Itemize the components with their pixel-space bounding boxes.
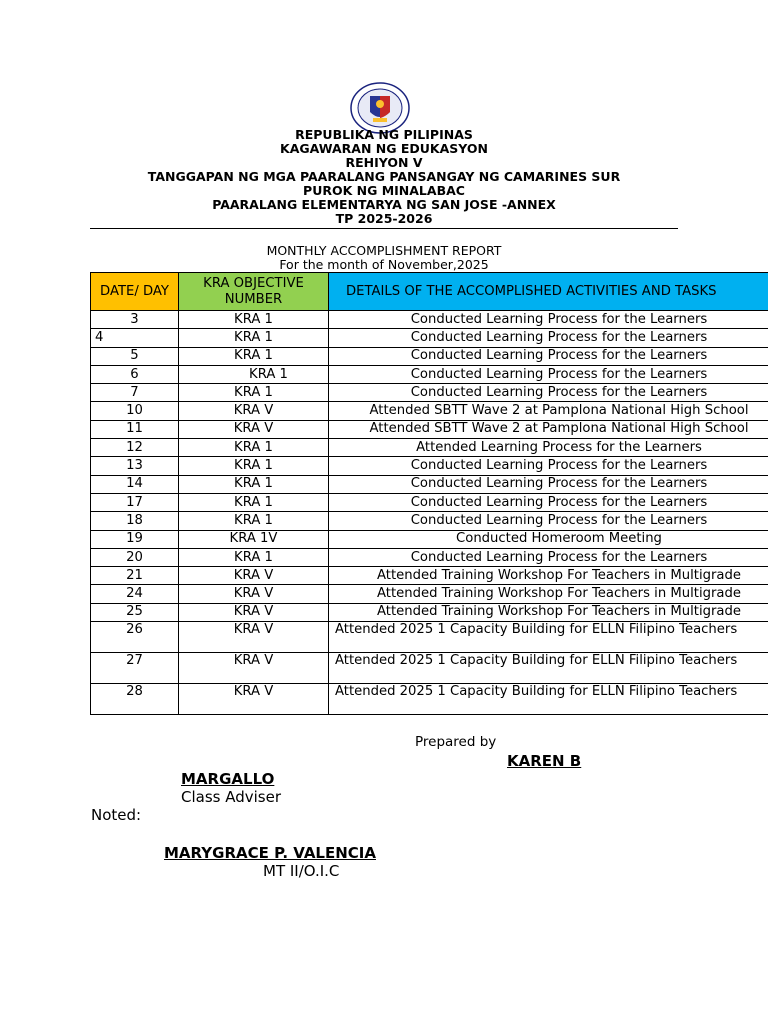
preparer-first-name: KAREN B [507,752,582,770]
details-cell: Conducted Learning Process for the Learners [329,457,768,475]
kra-cell: KRA V [179,684,329,715]
table-row [91,684,768,715]
kra-cell: KRA 1 [179,548,329,566]
header-line: TANGGAPAN NG MGA PAARALANG PANSANGAY NG CAMARINES SUR [147,169,621,184]
kra-cell: KRA 1 [179,475,329,493]
details-cell: Conducted Learning Process for the Learners [329,311,768,329]
date-cell: 13 [91,457,179,475]
table-row [91,512,768,530]
details-cell: Attended SBTT Wave 2 at Pamplona National High School [329,420,768,438]
details-cell: Conducted Learning Process for the Learners [329,384,768,402]
details-cell: Attended Training Workshop For Teachers in Multigrade [329,585,768,603]
details-cell: Attended 2025 1 Capacity Building for ELLN Filipino Teachers [329,622,768,653]
date-cell: 26 [91,622,179,653]
table-row [91,530,768,548]
table-row [91,439,768,457]
date-cell: 3 [91,311,179,329]
date-cell: 5 [91,347,179,365]
header-line: REPUBLIKA NG PILIPINAS [295,127,473,142]
date-cell: 20 [91,548,179,566]
table-row [91,420,768,438]
kra-cell: KRA 1 [179,384,329,402]
kra-cell: KRA 1 [179,439,329,457]
details-cell: Attended Learning Process for the Learners [329,439,768,457]
table-row [91,585,768,603]
details-cell: Conducted Learning Process for the Learners [329,329,768,347]
kra-cell: KRA 1 [179,347,329,365]
column-header-details: DETAILS OF THE ACCOMPLISHED ACTIVITIES AND TASKS [329,273,768,311]
kra-cell: KRA 1V [179,530,329,548]
details-cell: Attended 2025 1 Capacity Building for ELLN Filipino Teachers [329,653,768,684]
kra-cell: KRA 1 [179,457,329,475]
prepared-by-label: Prepared by [415,734,497,750]
date-cell: 12 [91,439,179,457]
header-line: TP 2025-2026 [335,211,433,226]
table-row [91,493,768,511]
date-cell: 25 [91,603,179,621]
kra-cell: KRA V [179,585,329,603]
noter-name: MARYGRACE P. VALENCIA [164,844,376,862]
letterhead [90,128,678,226]
table-row [91,603,768,621]
date-cell: 17 [91,493,179,511]
report-subtitle: For the month of November,2025 [279,257,489,272]
date-cell: 11 [91,420,179,438]
date-cell: 7 [91,384,179,402]
header-line: PUROK NG MINALABAC [303,183,465,198]
kra-cell: KRA 1 [179,329,329,347]
date-cell: 18 [91,512,179,530]
date-cell: 14 [91,475,179,493]
details-cell: Conducted Learning Process for the Learners [329,548,768,566]
details-cell: Attended SBTT Wave 2 at Pamplona National High School [329,402,768,420]
table-row [91,311,768,329]
kra-cell: KRA V [179,603,329,621]
details-cell: Conducted Learning Process for the Learners [329,512,768,530]
kra-cell: KRA 1 [179,311,329,329]
header-line: REHIYON V [345,155,423,170]
noter-role: MT II/O.I.C [263,862,340,880]
table-row [91,365,768,383]
date-cell: 6 [91,365,179,383]
details-cell: Conducted Learning Process for the Learners [329,365,768,383]
kra-cell: KRA 1 [179,512,329,530]
kra-cell: KRA V [179,653,329,684]
date-cell: 10 [91,402,179,420]
date-cell: 19 [91,530,179,548]
table-row [91,622,768,653]
date-cell: 21 [91,567,179,585]
preparer-role: Class Adviser [181,788,282,806]
preparer-last-name: MARGALLO [181,770,275,788]
table-row [91,402,768,420]
table-row [91,653,768,684]
report-title-block [90,244,678,272]
kra-cell: KRA V [179,420,329,438]
kra-cell: KRA V [179,402,329,420]
date-cell: 28 [91,684,179,715]
details-cell: Attended Training Workshop For Teachers in Multigrade [329,603,768,621]
details-cell: Conducted Learning Process for the Learners [329,475,768,493]
kra-cell: KRA V [179,567,329,585]
details-cell: Attended Training Workshop For Teachers in Multigrade [329,567,768,585]
accomplishment-table [90,272,768,715]
details-cell: Conducted Learning Process for the Learners [329,493,768,511]
details-cell: Conducted Homeroom Meeting [329,530,768,548]
kra-cell: KRA 1 [179,365,329,383]
table-row [91,457,768,475]
table-row [91,475,768,493]
date-cell: 4 [91,329,179,347]
details-cell: Attended 2025 1 Capacity Building for ELLN Filipino Teachers [329,684,768,715]
header-divider [90,228,678,229]
column-header-date: DATE/ DAY [91,273,179,311]
details-cell: Conducted Learning Process for the Learners [329,347,768,365]
table-row [91,548,768,566]
header-line: KAGAWARAN NG EDUKASYON [280,141,488,156]
kra-cell: KRA V [179,622,329,653]
date-cell: 24 [91,585,179,603]
kra-cell: KRA 1 [179,493,329,511]
table-row [91,347,768,365]
header-line: PAARALANG ELEMENTARYA NG SAN JOSE -ANNEX [212,197,556,212]
table-row [91,384,768,402]
report-title: MONTHLY ACCOMPLISHMENT REPORT [266,243,502,258]
table-row [91,329,768,347]
noted-label: Noted: [91,806,142,824]
date-cell: 27 [91,653,179,684]
column-header-kra: KRA OBJECTIVE NUMBER [179,273,329,311]
table-header-row [91,273,768,311]
table-row [91,567,768,585]
